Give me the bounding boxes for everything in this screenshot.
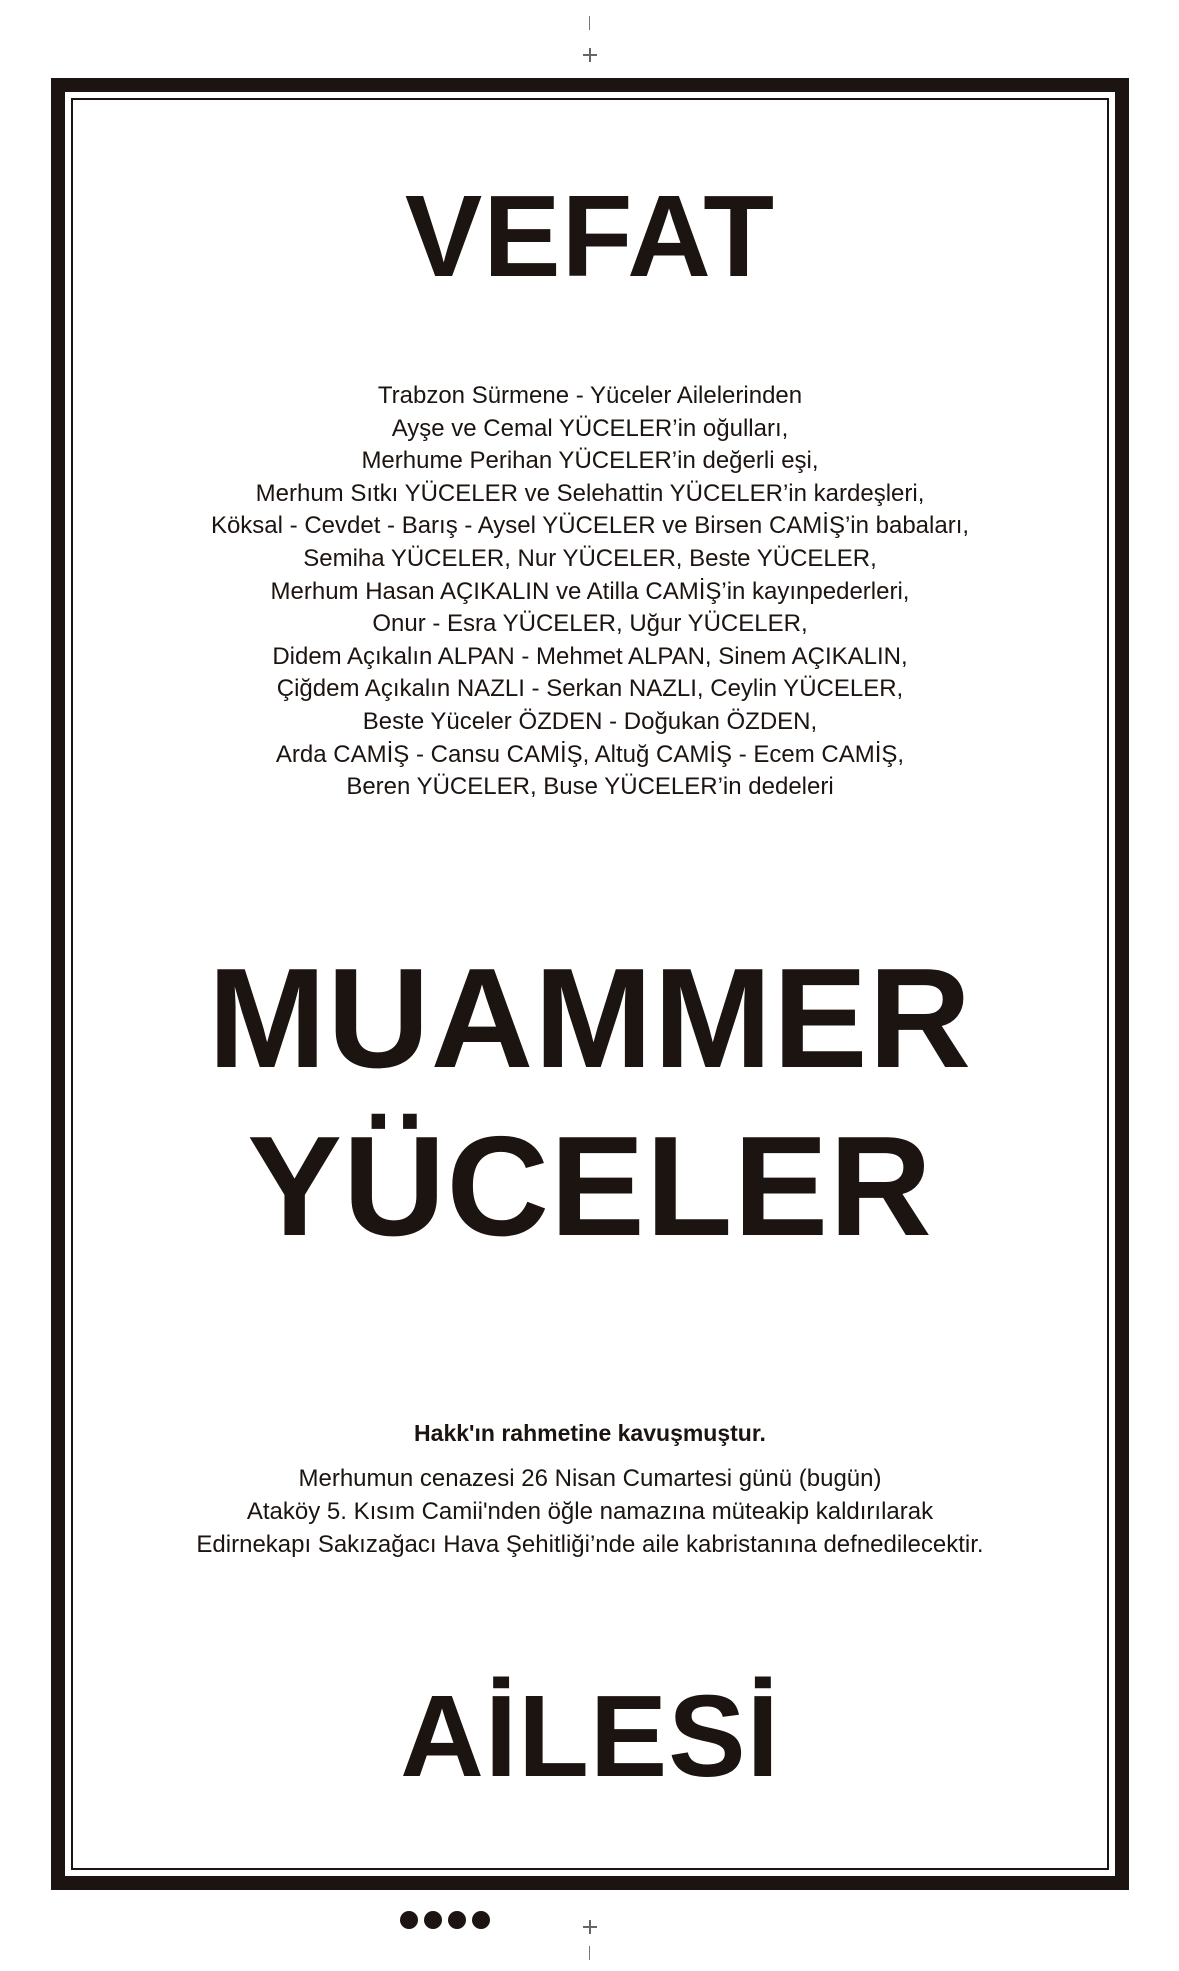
- family-line: Trabzon Sürmene - Yüceler Ailelerinden: [377, 382, 803, 409]
- family-line: Semiha YÜCELER, Nur YÜCELER, Beste YÜCELER,: [303, 544, 877, 572]
- family-line: Beste Yüceler ÖZDEN - Doğukan ÖZDEN,: [362, 707, 818, 735]
- family-line: Beren YÜCELER, Buse YÜCELER’in dedeleri: [346, 773, 834, 801]
- funeral-detail-line: Merhumun cenazesi 26 Nisan Cumartesi günü (bugün): [298, 1465, 882, 1492]
- family-line: Merhum Sıtkı YÜCELER ve Selehattin YÜCELER’in kardeşleri,: [255, 479, 925, 507]
- printer-dot: [424, 1911, 442, 1929]
- funeral-detail-line: Ataköy 5. Kısım Camii'nden öğle namazına müteakip kaldırılarak: [246, 1498, 934, 1525]
- family-line: Merhum Hasan AÇIKALIN ve Atilla CAMİŞ’in kayınpederleri,: [270, 577, 910, 605]
- signature-ailesi: AİLESİ: [400, 1671, 780, 1801]
- family-relations-list: [73, 380, 1107, 804]
- deceased-first-name: MUAMMER: [207, 939, 973, 1098]
- printer-dot: [472, 1911, 490, 1929]
- family-line: Didem Açıkalın ALPAN - Mehmet ALPAN, Sinem AÇIKALIN,: [272, 642, 908, 670]
- registration-cross-top: [583, 48, 597, 62]
- deceased-name: [73, 935, 1107, 1271]
- notice-headline: Hakk'ın rahmetine kavuşmuştur.: [414, 1420, 766, 1446]
- printer-dot: [400, 1911, 418, 1929]
- family-line: Onur - Esra YÜCELER, Uğur YÜCELER,: [372, 610, 808, 638]
- obituary-notice: [73, 100, 1107, 1868]
- family-line: Merhume Perihan YÜCELER’in değerli eşi,: [361, 447, 819, 475]
- family-line: Köksal - Cevdet - Barış - Aysel YÜCELER ve Birsen CAMİŞ’in babaları,: [210, 512, 970, 540]
- printer-dots: [400, 1911, 490, 1929]
- registration-mark-top-line: [589, 16, 590, 30]
- deceased-last-name: YÜCELER: [247, 1107, 933, 1266]
- family-line: Çiğdem Açıkalın NAZLI - Serkan NAZLI, Ceylin YÜCELER,: [276, 675, 904, 703]
- printer-dot: [448, 1911, 466, 1929]
- funeral-details: [73, 1462, 1107, 1561]
- registration-mark-bottom-line: [589, 1946, 590, 1960]
- heading-vefat: VEFAT: [404, 171, 776, 301]
- funeral-detail-line: Edirnekapı Sakızağacı Hava Şehitliği’nde aile kabristanına defnedilecektir.: [196, 1531, 984, 1558]
- family-line: Arda CAMİŞ - Cansu CAMİŞ, Altuğ CAMİŞ - Ecem CAMİŞ,: [275, 740, 905, 768]
- family-line: Ayşe ve Cemal YÜCELER’in oğulları,: [391, 414, 789, 442]
- registration-cross-bottom: [583, 1920, 597, 1934]
